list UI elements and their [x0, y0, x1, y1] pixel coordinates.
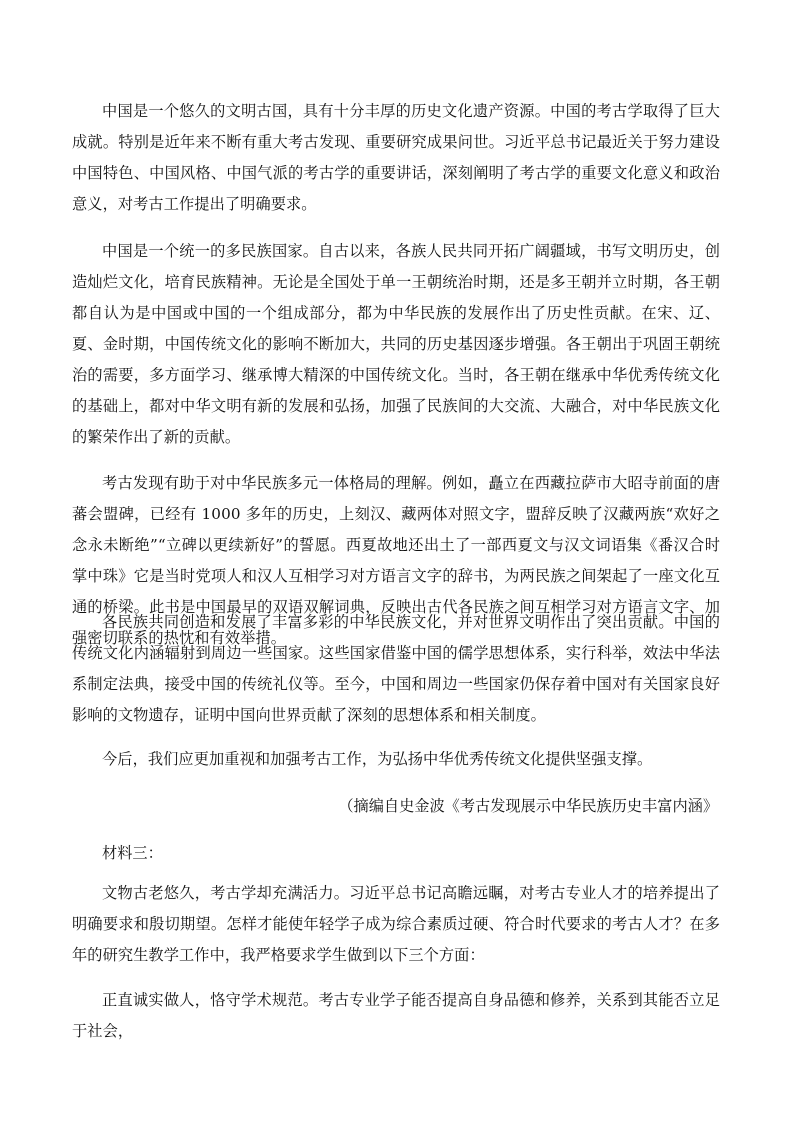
- source-citation: （摘编自史金波《考古发现展示中华民族历史丰富内涵》: [338, 797, 718, 815]
- paragraph-5: 今后，我们应更加重视和加强考古工作，为弘扬中华优秀传统文化提供坚强支撑。: [102, 750, 653, 768]
- paragraph-3: 考古发现有助于对中华民族多元一体格局的理解。例如，矗立在西藏拉萨市大昭寺前面的唐蕃会盟碑，已经有 1000 多年的历史，上刻汉、藏两体对照文字，盟辞反映了汉藏两族“欢好之念永未断绝”“立碑以更续新好”的誓愿。西夏故地还出土了一部西夏文与汉文词语集《番汉合时掌中珠》它是当时党项人和汉人互相学习对方语言文字的辞书，为两民族之间架起了一座文化互通的桥梁。此书是中国最早的双语双解词典，反映出古代各民族之间互相学习对方语言文字、加强密切联系的热忱和有效举措。: [72, 474, 720, 647]
- material-paragraph-2: 正直诚实做人，恪守学术规范。考古专业学子能否提高自身品德和修养，关系到其能否立足于社会，: [72, 991, 720, 1040]
- material-paragraph-1: 文物古老悠久，考古学却充满活力。习近平总书记高瞻远瞩，对考古专业人才的培养提出了明确要求和殷切期望。怎样才能使年轻学子成为综合素质过硬、符合时代要求的考古人才？在多年的研究生教学工作中，我严格要求学生做到以下三个方面：: [72, 884, 720, 964]
- paragraph-4: 各民族共同创造和发展了丰富多彩的中华民族文化，并对世界文明作出了突出贡献。中国的传统文化内涵辐射到周边一些国家。这些国家借鉴中国的儒学思想体系，实行科举，效法中华法系制定法典，接受中国的传统礼仪等。至今，中国和周边一些国家仍保存着中国对有关国家良好影响的文物遗存，证明中国向世界贡献了深刻的思想体系和相关制度。: [72, 613, 720, 724]
- paragraph-2: 中国是一个统一的多民族国家。自古以来，各族人民共同开拓广阔疆域，书写文明历史，创造灿烂文化，培育民族精神。无论是全国处于单一王朝统治时期，还是多王朝并立时期，各王朝都自认为是中国或中国的一个组成部分，都为中华民族的发展作出了历史性贡献。在宋、辽、夏、金时期，中国传统文化的影响不断加大，共同的历史基因逐步增强。各王朝出于巩固王朝统治的需要，多方面学习、继承博大精深的中国传统文化。当时，各王朝在继承中华优秀传统文化的基础上，都对中华文明有新的发展和弘扬，加强了民族间的大交流、大融合，对中华民族文化的繁荣作出了新的贡献。: [72, 242, 720, 446]
- material-heading: 材料三：: [102, 844, 163, 862]
- paragraph-1: 中国是一个悠久的文明古国，具有十分丰厚的历史文化遗产资源。中国的考古学取得了巨大成就。特别是近年来不断有重大考古发现、重要研究成果问世。习近平总书记最近关于努力建设中国特色、中国风格、中国气派的考古学的重要讲话，深刻阐明了考古学的重要文化意义和政治意义，对考古工作提出了明确要求。: [72, 102, 720, 213]
